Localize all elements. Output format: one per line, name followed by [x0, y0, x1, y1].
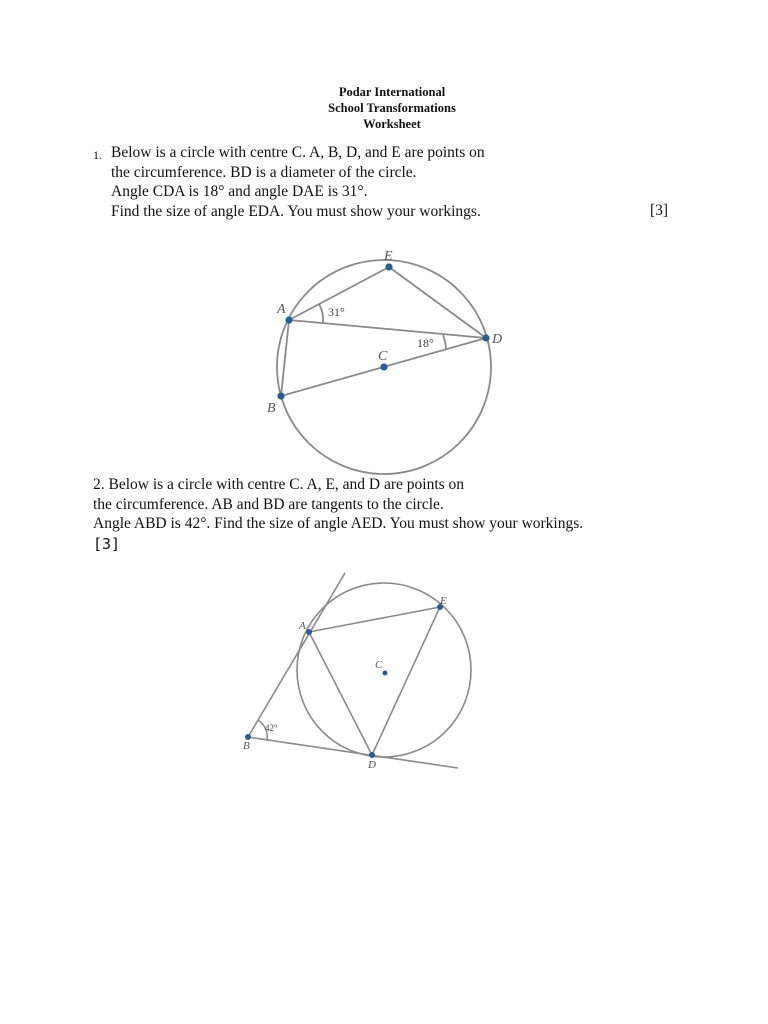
q2-label-a: A — [299, 620, 306, 632]
q2-tangent-ba — [248, 573, 345, 737]
q1-point-c — [380, 363, 387, 370]
question-2-diagram — [0, 560, 768, 790]
q1-point-a — [285, 316, 292, 323]
q1-label-d: D — [492, 332, 503, 347]
question-2-text — [93, 475, 693, 534]
q1-point-d — [482, 334, 489, 341]
question-2-line: Angle ABD is 42°. Find the size of angle AED. You must show your workings. — [93, 515, 584, 532]
q1-chord-ed — [389, 267, 486, 338]
question-1-line: Angle CDA is 18° and angle DAE is 31°. — [111, 183, 368, 200]
q2-point-c — [383, 671, 388, 676]
question-1-line: the circumference. BD is a diameter of the circle. — [111, 163, 417, 181]
q1-angle-label-18: 18° — [417, 336, 434, 350]
q1-chord-ad — [289, 320, 486, 338]
q2-chord-ae — [309, 607, 440, 632]
q1-point-e — [385, 263, 392, 270]
q2-label-d: D — [368, 759, 376, 771]
header-school-name: Podar International — [338, 85, 446, 99]
question-2-marks: [3] — [93, 535, 121, 553]
q1-label-a: A — [277, 302, 286, 317]
question-2-line: the circumference. AB and BD are tangents to the circle. — [93, 495, 444, 513]
q1-label-e: E — [384, 249, 393, 264]
question-1-marks: [3] — [650, 202, 669, 219]
q2-point-d — [369, 752, 375, 758]
question-1-line: Below is a circle with centre C. A, B, D, and E are points on — [111, 144, 485, 161]
q2-chord-ed — [372, 607, 440, 755]
question-1-number: 1. — [93, 148, 102, 162]
header-title: Worksheet — [363, 117, 421, 131]
q2-label-c: C — [375, 659, 383, 671]
q2-label-e: E — [440, 595, 447, 607]
q1-angle-arc-d — [443, 335, 446, 349]
header-subject: School Transformations — [328, 101, 456, 115]
q2-tangent-bd — [248, 737, 458, 768]
q2-label-b: B — [243, 740, 250, 752]
q2-point-a — [306, 629, 312, 635]
q1-point-b — [277, 392, 284, 399]
q2-chord-ad — [309, 632, 372, 755]
question-2-line: 2. Below is a circle with centre C. A, E, and D are points on — [93, 476, 465, 493]
q1-label-b: B — [267, 401, 276, 416]
q1-angle-arc-a — [319, 304, 323, 323]
q2-angle-label-42: 42° — [265, 723, 278, 733]
question-1-diagram — [0, 0, 768, 480]
q1-angle-label-31: 31° — [328, 305, 345, 319]
q1-label-c: C — [378, 349, 388, 364]
question-1-line: Find the size of angle EDA. You must show your workings. — [111, 202, 481, 220]
